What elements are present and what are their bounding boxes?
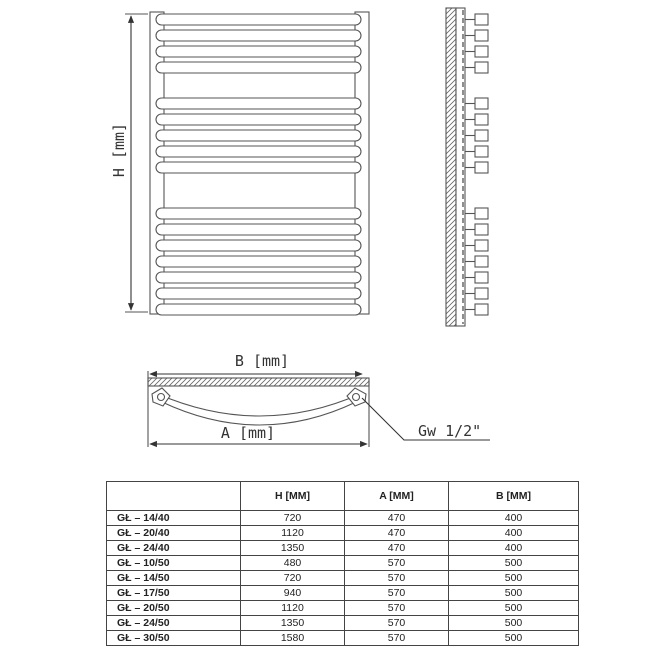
value-cell: 500 [449,556,579,571]
model-cell: GŁ – 14/50 [107,571,241,586]
side-collector [456,8,465,326]
b-dimension-label: B [mm] [234,352,290,370]
model-cell: GŁ – 10/50 [107,556,241,571]
table-row [107,511,579,526]
table-row [107,571,579,586]
value-cell: 570 [345,631,449,646]
horizontal-tube [156,30,361,41]
horizontal-tube [156,162,361,173]
value-cell: 470 [345,541,449,556]
tube-section [475,162,488,173]
specifications-table [106,481,579,646]
tube-section [475,146,488,157]
table-row [107,541,579,556]
model-cell: GŁ – 20/40 [107,526,241,541]
a-dimension-label: A [mm] [220,424,276,442]
model-cell: GŁ – 17/50 [107,586,241,601]
value-cell: 570 [345,586,449,601]
table-row [107,526,579,541]
horizontal-tube [156,62,361,73]
value-cell: 570 [345,571,449,586]
value-cell: 720 [241,511,345,526]
horizontal-tube [156,224,361,235]
wall-section [446,8,456,326]
horizontal-tube [156,272,361,283]
table-row [107,631,579,646]
value-cell: 1120 [241,526,345,541]
value-cell: 400 [449,511,579,526]
column-header-a: A [MM] [345,482,449,511]
horizontal-tube [156,208,361,219]
table-row [107,586,579,601]
tube-section [475,98,488,109]
model-cell: GŁ – 24/50 [107,616,241,631]
value-cell: 480 [241,556,345,571]
horizontal-tube [156,288,361,299]
value-cell: 500 [449,586,579,601]
top-wall-section [148,378,369,386]
connection-label: Gw 1/2" [418,422,482,440]
value-cell: 720 [241,571,345,586]
tube-section [475,130,488,141]
value-cell: 400 [449,526,579,541]
value-cell: 1350 [241,541,345,556]
value-cell: 940 [241,586,345,601]
horizontal-tube [156,46,361,57]
value-cell: 500 [449,631,579,646]
horizontal-tube [156,130,361,141]
value-cell: 1350 [241,616,345,631]
tube-section [475,14,488,25]
tube-section [475,46,488,57]
horizontal-tube [156,98,361,109]
model-cell: GŁ – 24/40 [107,541,241,556]
value-cell: 500 [449,601,579,616]
front-view [125,12,369,315]
value-cell: 570 [345,556,449,571]
model-cell: GŁ – 14/40 [107,511,241,526]
tube-section [475,256,488,267]
value-cell: 500 [449,571,579,586]
horizontal-tube [156,304,361,315]
horizontal-tube [156,240,361,251]
left-bracket-icon [152,388,170,406]
right-bracket-icon [347,388,366,406]
tube-section [475,62,488,73]
horizontal-tube [156,14,361,25]
value-cell: 570 [345,601,449,616]
horizontal-tube [156,114,361,125]
horizontal-tube [156,146,361,157]
tube-section [475,272,488,283]
value-cell: 1120 [241,601,345,616]
tube-section [475,30,488,41]
column-header-h: H [MM] [241,482,345,511]
tube-section [475,288,488,299]
value-cell: 500 [449,616,579,631]
table-row [107,601,579,616]
tube-section [475,304,488,315]
table-row [107,616,579,631]
value-cell: 400 [449,541,579,556]
value-cell: 470 [345,511,449,526]
tube-section [475,208,488,219]
column-header-b: B [MM] [449,482,579,511]
tube-group [156,14,361,315]
side-tube-group [465,14,488,315]
column-header [107,482,241,511]
side-view [446,8,488,326]
value-cell: 570 [345,616,449,631]
value-cell: 470 [345,526,449,541]
table-row [107,556,579,571]
tube-section [475,224,488,235]
horizontal-tube [156,256,361,267]
table-header-row [107,482,579,511]
model-cell: GŁ – 20/50 [107,601,241,616]
height-label: H [mm] [110,122,128,178]
value-cell: 1580 [241,631,345,646]
model-cell: GŁ – 30/50 [107,631,241,646]
tube-section [475,114,488,125]
tube-section [475,240,488,251]
